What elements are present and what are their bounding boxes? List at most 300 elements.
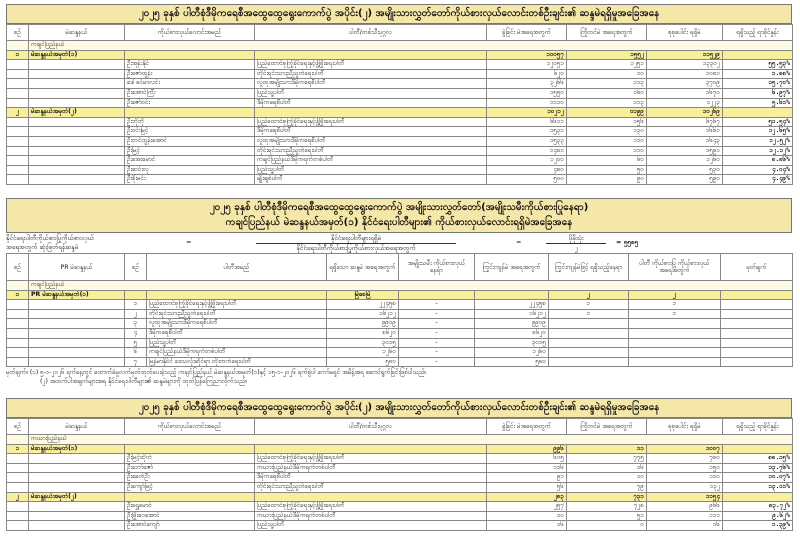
formula-left — [6, 234, 94, 252]
constituency-advance-votes: ၁၅၅၂ — [567, 50, 647, 60]
candidate-rows-1 — [7, 60, 793, 108]
section-2-table — [6, 253, 793, 367]
vote-percent: ၉.၆၂% — [723, 511, 793, 521]
advance-votes: ၇၇၅ — [567, 454, 647, 464]
pr-total: မြဲစေမြဲ — [327, 290, 399, 300]
advance-votes: ၉၀ — [567, 175, 647, 185]
party-reps — [629, 338, 721, 348]
formula-result: = ၅၅၈၅ — [616, 238, 639, 246]
vote-percent: ၁၂.၅၂% — [723, 136, 793, 146]
constituency-row — [7, 50, 793, 60]
votes: ၂၅၇ — [487, 502, 567, 512]
party-reps — [629, 319, 721, 329]
empty-cell — [7, 521, 29, 531]
total-votes: ၁၁၁ — [647, 511, 723, 521]
constituency-no: ၁ — [7, 50, 29, 60]
vote-percent: ၁၅.၇၀% — [723, 79, 793, 89]
women-seat: - — [399, 309, 475, 319]
seat-quota-formula — [6, 233, 792, 253]
section-2-title-line-1: ၂၀၂၅ ခုနှစ် ပါတီစုံဒီမိုကရေစီအထွေထွေရွေးကောက်ပွဲ အမျိုးသားလွှတ်တော်(အမျိုးသမီးကိုယ်စားပြုနေရာ) — [209, 202, 589, 213]
party-votes: ၈၆၂၀ — [327, 328, 399, 338]
remainder-seats — [549, 357, 629, 367]
empty-cell — [7, 357, 29, 367]
pr-name: PR မဲဆန္ဒနယ်အမှတ်(၁) — [29, 290, 125, 300]
votes: ၁၀ — [487, 511, 567, 521]
formula-left-line: နိုင်ငံရေးပါတီကိုယ်စားပြုကိုယ်စားလှယ် — [6, 234, 94, 242]
party-reps: ၁ — [629, 300, 721, 310]
party-votes: ၅၈၀ — [327, 357, 399, 367]
vote-percent: ၁၂.၁၂% — [723, 146, 793, 156]
party-votes: ၁၂၆၀ — [327, 348, 399, 358]
advance-votes: ၁၆ — [567, 463, 647, 473]
party-votes: ၂၂၄၅၈ — [327, 300, 399, 310]
empty-cell — [7, 473, 29, 483]
empty-cell — [29, 502, 125, 512]
party-row — [7, 300, 793, 310]
votes: ၆၁၅ — [487, 454, 567, 464]
empty-cell — [29, 146, 125, 156]
col-header: ရရှိသည့် ရာခိုင်နှုန်း — [723, 419, 793, 435]
vote-percent: ၁၃.၁၁% — [723, 482, 793, 492]
empty-cell — [7, 165, 29, 175]
candidate-row — [7, 79, 793, 89]
empty-cell — [721, 319, 793, 329]
empty-cell — [29, 117, 125, 127]
advance-votes: ၁၀ — [567, 473, 647, 483]
empty-cell — [29, 156, 125, 166]
candidate-name: ဦးကျော်မြင့် — [125, 482, 255, 492]
remainder-seats — [549, 348, 629, 358]
party-name: လူထုအမျိုးသားဒီမိုကရေစီပါတီ — [255, 136, 487, 146]
candidate-name: ဦးဇော်ထွန်း — [125, 69, 255, 79]
empty-cell — [29, 482, 125, 492]
party-name: ပြည်ထောင်စုကြံ့ခိုင်ရေးနှင့်ဖွံ့ဖြိုးရေးပါတီ — [255, 117, 487, 127]
empty-cell — [7, 175, 29, 185]
candidate-rows-2 — [7, 117, 793, 184]
candidate-row — [7, 502, 793, 512]
col-header: ကိုယ်စားလှယ်လောင်းအမည် — [125, 25, 255, 41]
empty-cell — [721, 328, 793, 338]
col-header: ခွဲခြင်း မဲအရေအတွက် — [487, 25, 567, 41]
constituency-total: ၁၀၂၆၉ — [647, 108, 723, 118]
party-row — [7, 348, 793, 358]
empty-cell — [7, 328, 29, 338]
total-votes: ၁၃၂ — [647, 482, 723, 492]
pr-reps: ၂ — [629, 290, 721, 300]
vote-percent: ၁.၃၉% — [723, 521, 793, 531]
empty-cell — [29, 98, 125, 108]
women-seat: - — [399, 348, 475, 358]
vote-percent: ၈၃.၇၂% — [723, 502, 793, 512]
section-1-header-row — [7, 25, 793, 41]
party-name: တိုင်းရင်းသားညီညွတ်ရေးပါတီ — [255, 146, 487, 156]
formula-left-line: အရေအတွက် ဆုံးဖြတ်ရန်ဆန္ဒမဲ — [6, 243, 79, 251]
candidate-name: ဦးအေးမောင် — [125, 156, 255, 166]
col-header: ပါတီ/တစ်သီးပုဂ္ဂလ — [255, 419, 487, 435]
vote-percent: ၅၁.၅၄% — [723, 117, 793, 127]
votes: ၁၅၃၁ — [487, 127, 567, 137]
remainder-votes: ၅၈၀ — [475, 357, 549, 367]
col-header: ရရှိသော ဆန္ဒမဲ အရေအတွက် — [327, 254, 399, 281]
constituency-votes: ၉၉၆ — [487, 444, 567, 454]
col-header: ကိုယ်စားလှယ်လောင်းအမည် — [125, 419, 255, 435]
empty-cell — [29, 338, 125, 348]
candidate-name: ဦးအုန်းနိုင် — [125, 60, 255, 70]
empty-cell — [7, 454, 29, 464]
party-name: ပြည်သူ့ပါတီ — [255, 88, 487, 98]
advance-votes: ၁၆၀ — [567, 88, 647, 98]
col-header: ကြွင်းကျန်မဲဖြင့် ရရှိသည့်နေရာ — [549, 254, 629, 281]
col-header: မဲဆန္ဒနယ် — [29, 25, 125, 41]
candidate-name: ဦးမြင့် — [125, 146, 255, 156]
candidate-row — [7, 69, 793, 79]
party-reps — [629, 348, 721, 358]
constituency-advance-votes: ၀၁၉၉ — [567, 108, 647, 118]
empty-cell — [721, 309, 793, 319]
candidate-name: ဦးစိုးမင်း — [125, 175, 255, 185]
region-row — [7, 281, 793, 291]
empty-cell — [7, 348, 29, 358]
party-name: ကချင်ပြည်နယ်ဒီမိုကရက်တစ်ပါတီ — [147, 348, 327, 358]
women-seat: - — [399, 319, 475, 329]
empty-cell — [29, 79, 125, 89]
vote-percent: ၅.၆၁% — [723, 98, 793, 108]
empty-cell — [29, 136, 125, 146]
vote-percent: ၅၅.၅၃% — [723, 60, 793, 70]
pr-constituency-row — [7, 290, 793, 300]
advance-votes: ၁၃၀ — [567, 127, 647, 137]
advance-votes: ၅၀ — [567, 165, 647, 175]
advance-votes: ၁၂၅၁ — [567, 60, 647, 70]
candidate-row — [7, 175, 793, 185]
total-votes: ၁၆၆၁ — [647, 127, 723, 137]
advance-votes: ၅၁ — [567, 511, 647, 521]
women-seat: - — [399, 328, 475, 338]
advance-votes: ၁၅၆ — [567, 117, 647, 127]
empty-cell — [7, 69, 29, 79]
total-votes: ၁၂၆၀ — [647, 156, 723, 166]
region-row — [7, 435, 793, 445]
constituency-advance-votes: ၇၃၁ — [567, 492, 647, 502]
pr-results-section — [6, 198, 792, 388]
party-name: ပြည်ထောင်စုကြံ့ခိုင်ရေးနှင့်ဖွံ့ဖြိုးရေးပါတီ — [255, 60, 487, 70]
party-reps — [629, 328, 721, 338]
party-row — [7, 309, 793, 319]
col-header: စုစုပေါင်း ရရှိမဲ — [647, 419, 723, 435]
votes: ၁၆ — [487, 521, 567, 531]
formula-equals: = — [186, 238, 192, 246]
vote-percent: ၁.၈၈% — [723, 69, 793, 79]
col-header: PR မဲဆန္ဒနယ် — [29, 254, 125, 281]
constituency-name: မဲဆန္ဒနယ်အမှတ်(၁) — [29, 50, 125, 60]
col-header: ကြွင်းကျန်မဲ အရေအတွက် — [475, 254, 549, 281]
candidate-name: ဒေါ်ခင်မာလင်း — [125, 79, 255, 89]
col-header: ရရှိသည့် ရာခိုင်နှုန်း — [723, 25, 793, 41]
empty-cell — [7, 482, 29, 492]
row-no: ၂ — [125, 309, 147, 319]
candidate-row — [7, 136, 793, 146]
col-header: ကြိုတင်မဲ အရေအတွက် — [567, 419, 647, 435]
col-header: ပါတီအမည် — [147, 254, 327, 281]
empty-cell — [29, 88, 125, 98]
party-name: ဒီမိုကရေစီပါတီ — [147, 328, 327, 338]
vote-percent: ၈၈.၁၅% — [723, 454, 793, 464]
constituency-votes: ၁၀၀၅၇ — [487, 50, 567, 60]
empty-cell — [7, 117, 29, 127]
note-text-2: (၂) အထက်ပါအချက်များအရ နိုင်ငံရေးပါတီများ၏ ဆန္ဒမဲများကို ထုတ်ပြန်ကြေညာလိုက်သည်။ — [40, 377, 248, 385]
remainder-seats — [549, 338, 629, 348]
candidate-row — [7, 146, 793, 156]
party-votes: ၃၀၁၅ — [327, 338, 399, 348]
advance-votes: ၁၁၀ — [567, 136, 647, 146]
constituency-votes: ၂၈၃ — [487, 492, 567, 502]
party-votes: ၉၉၁၉ — [327, 319, 399, 329]
total-votes: ၇၈၀ — [647, 454, 723, 464]
vote-percent: ၁၃.၇၆% — [723, 463, 793, 473]
constituency-row — [7, 444, 793, 454]
section-3-header-row — [7, 419, 793, 435]
total-votes: ၁၀၈၁ — [647, 69, 723, 79]
vote-percent: ၆.၉၇% — [723, 88, 793, 98]
total-votes: ၉၆၆ — [647, 502, 723, 512]
note-line — [6, 369, 792, 378]
formula-ratio-label: ပိုမိုသုံး — [546, 234, 606, 244]
total-votes: ၁၂၂၃ — [647, 98, 723, 108]
votes: ၅၆ — [487, 482, 567, 492]
party-name: မြန်မာနိုင်ငံ ဒေသလုံးဆိုင်ရာ တိုးတက်ရေးပါတီ — [147, 357, 327, 367]
region-row — [7, 41, 793, 51]
section-3-title: ၂၀၂၅ ခုနှစ် ပါတီစုံဒီမိုကရေစီအထွေထွေရွေးကောက်ပွဲ အပိုင်း(၂) အမျိုးသားလွှတ်တော်ကိုယ်စားလှယ်လောင်းတစ်ဦးချင်း၏ ဆန္ဒမဲရရှိမှုအခြေအနေ — [6, 398, 792, 418]
advance-votes: ၁၀ — [567, 69, 647, 79]
col-header: စုစုပေါင်း ရရှိမဲ — [647, 25, 723, 41]
total-votes: ၃၇၀၉ — [647, 79, 723, 89]
votes: ၆၆၁၁ — [487, 117, 567, 127]
empty-cell — [29, 521, 125, 531]
vote-percent: ၄.၀၄% — [723, 165, 793, 175]
formula-equals: = — [516, 238, 522, 246]
advance-votes: ၀ — [567, 521, 647, 531]
col-header: မဲဆန္ဒနယ် — [29, 419, 125, 435]
empty-cell — [7, 88, 29, 98]
party-row — [7, 357, 793, 367]
votes: ၅၀၀ — [487, 175, 567, 185]
advance-votes: ၇၉ — [567, 482, 647, 492]
constituency-no: ၂ — [7, 492, 29, 502]
remainder-votes: ၃၀၁၅ — [475, 338, 549, 348]
party-name: ဒီမိုကရေစီပါတီ — [255, 127, 487, 137]
votes: ၃၂၆၆ — [487, 79, 567, 89]
party-row — [7, 328, 793, 338]
empty-cell — [7, 319, 29, 329]
empty-cell — [721, 338, 793, 348]
party-name: ကယားပြည်နယ်ဒီမိုကရက်တစ်ပါတီ — [255, 463, 487, 473]
party-name: လူထုအမျိုးသားဒီမိုကရေစီပါတီ — [147, 319, 327, 329]
empty-cell — [7, 146, 29, 156]
total-votes: ၁၆၄၃ — [647, 136, 723, 146]
formula-numerator: နိုင်ငံရေးပါတီများရရှိမဲ — [256, 234, 456, 244]
empty-cell — [7, 60, 29, 70]
empty-cell — [29, 357, 125, 367]
candidate-row — [7, 127, 793, 137]
women-seat: - — [399, 300, 475, 310]
total-votes: ၁၃၃၀၂ — [647, 60, 723, 70]
empty-cell — [29, 473, 125, 483]
empty-cell — [7, 136, 29, 146]
formula-ratio — [546, 234, 606, 253]
candidate-row — [7, 482, 793, 492]
advance-votes: ၁၁၀ — [567, 146, 647, 156]
remainder-seats: ၁ — [549, 309, 629, 319]
col-header: မှတ်ချက် — [721, 254, 793, 281]
votes: ၁၅၅၀ — [487, 88, 567, 98]
constituency-results-section-1 — [6, 4, 792, 185]
candidate-row — [7, 454, 793, 464]
constituency-row — [7, 108, 793, 118]
candidate-name: ဦးအောင်ကျော် — [125, 521, 255, 531]
empty-cell — [29, 60, 125, 70]
constituency-row — [7, 492, 793, 502]
party-name: ပြည်ထောင်စုကြံ့ခိုင်ရေးနှင့်ဖွံ့ဖြိုးရေးပါတီ — [147, 300, 327, 310]
empty-cell — [29, 69, 125, 79]
row-no: ၆ — [125, 348, 147, 358]
party-name: ပြည်သူ့ပါတီ — [147, 338, 327, 348]
remainder-votes: ၂၂၄၅၈ — [475, 300, 549, 310]
remainder-votes: ၉၉၁၉ — [475, 319, 549, 329]
col-header: စဉ် — [7, 419, 29, 435]
constituency-name: မဲဆန္ဒနယ်အမှတ်(၁) — [29, 444, 125, 454]
advance-votes: ၇၂၈ — [567, 502, 647, 512]
col-header: ပါတီ/တစ်သီးပုဂ္ဂလ — [255, 25, 487, 41]
votes: ၉၁ — [487, 473, 567, 483]
candidate-row — [7, 463, 793, 473]
party-reps — [629, 357, 721, 367]
vote-percent: ၁၂.၆၅% — [723, 127, 793, 137]
remainder-seats — [549, 319, 629, 329]
constituency-no: ၁ — [7, 444, 29, 454]
total-votes: ၁၅၀ — [647, 463, 723, 473]
total-votes: ၅၃၀ — [647, 165, 723, 175]
party-name: ကချင်ပြည်နယ်ဒီမိုကရက်တစ်ပါတီ — [255, 156, 487, 166]
total-votes: ၁၅၉၁ — [647, 146, 723, 156]
party-name: တိုင်းရင်းသားညီညွတ်ရေးပါတီ — [147, 309, 327, 319]
empty-cell — [7, 463, 29, 473]
remainder-votes: ၈၆၂၀ — [475, 328, 549, 338]
formula-denominator: နိုင်ငံရေးပါတီကိုယ်စားပြုကိုယ်စားလှယ်အရေအတွက် — [296, 244, 416, 252]
party-name: ကယားပြည်နယ်ဒီမိုကရက်တစ်ပါတီ — [255, 511, 487, 521]
empty-cell — [7, 127, 29, 137]
empty-cell — [29, 454, 125, 464]
votes: ၄၈၀ — [487, 165, 567, 175]
empty-cell — [7, 79, 29, 89]
vote-percent: ၁၀.၀၇% — [723, 473, 793, 483]
section-2-title — [6, 198, 792, 233]
empty-cell — [29, 511, 125, 521]
candidate-name: ဦးခေတ်ဦး — [125, 473, 255, 483]
section-1-title: ၂၀၂၅ ခုနှစ် ပါတီစုံဒီမိုကရေစီအထွေထွေရွေးကောက်ပွဲ အပိုင်း(၂) အမျိုးသားလွှတ်တော်ကိုယ်စားလှယ်လောင်းတစ်ဦးချင်း၏ ဆန္ဒမဲရရှိမှုအခြေအနေ — [6, 4, 792, 24]
candidate-name: ဦးဆင်းလှ — [125, 165, 255, 175]
party-name: ဒီမိုကရေစီပါတီ — [255, 98, 487, 108]
pr-seats: ၂ — [549, 290, 629, 300]
candidate-row — [7, 98, 793, 108]
region-name: ကချင်ပြည်နယ် — [29, 41, 793, 51]
empty-cell — [29, 300, 125, 310]
empty-cell — [29, 165, 125, 175]
candidate-row — [7, 473, 793, 483]
empty-cell — [7, 98, 29, 108]
candidate-rows-4 — [7, 502, 793, 531]
region-name: ကယားပြည်နယ် — [29, 435, 793, 445]
empty-cell — [7, 156, 29, 166]
notes — [6, 367, 792, 388]
total-votes: ၁၆၇၀ — [647, 88, 723, 98]
row-no: ၇ — [125, 357, 147, 367]
empty-cell — [29, 463, 125, 473]
votes: ၁၁၆ — [487, 463, 567, 473]
candidate-rows-3 — [7, 454, 793, 492]
candidate-name: ဦးတင်ထွန်းအောင် — [125, 136, 255, 146]
party-name: တိုင်းရင်းသားညီညွတ်ရေးပါတီ — [255, 482, 487, 492]
empty-cell — [7, 511, 29, 521]
row-no: ၃ — [125, 319, 147, 329]
party-row — [7, 338, 793, 348]
section-3-table — [6, 418, 793, 531]
row-no: ၄ — [125, 328, 147, 338]
empty-cell — [29, 175, 125, 185]
constituency-total: ၁၀၀၇ — [647, 444, 723, 454]
votes: ၁၂၀၀ — [487, 156, 567, 166]
region-name: ကချင်ပြည်နယ် — [29, 281, 793, 291]
candidate-row — [7, 88, 793, 98]
party-name: ပြည်သူ့ပါတီ — [255, 165, 487, 175]
candidate-name: ဦးမြင့်ထိုက် — [125, 454, 255, 464]
party-name: ပြည်ထောင်စုကြံ့ခိုင်ရေးနှင့်ဖွံ့ဖြိုးရေးပါတီ — [255, 502, 487, 512]
candidate-name: ဦးဝင်းမြင့် — [125, 127, 255, 137]
section-1-table — [6, 24, 793, 185]
col-header: စဉ် — [7, 25, 29, 41]
candidate-row — [7, 511, 793, 521]
formula-ratio-value: ၂ — [574, 244, 578, 252]
section-2-header-row — [7, 254, 793, 281]
party-row — [7, 319, 793, 329]
col-header: ခွဲခြင်း မဲအရေအတွက် — [487, 419, 567, 435]
party-name: မျိုးချစ်ပါတီ — [255, 175, 487, 185]
constituency-total: ၁၁၅၄ — [647, 492, 723, 502]
candidate-row — [7, 60, 793, 70]
col-header: ကြိုတင်မဲ အရေအတွက် — [567, 25, 647, 41]
total-votes: ၁၆ — [647, 521, 723, 531]
advance-votes: ၁၁၃ — [567, 98, 647, 108]
votes: ၆၂၀ — [487, 69, 567, 79]
empty-cell — [29, 127, 125, 137]
party-name: ပြည်သူ့ပါတီ — [255, 521, 487, 531]
candidate-name: ဦးဘိုဘို — [125, 117, 255, 127]
constituency-total: ၁၁၅၂၉ — [647, 50, 723, 60]
party-reps: ၁ — [629, 309, 721, 319]
note-text-1: (၁) ၅-၁-၂၀၂၆ ရက်နေ့တွင် ထောက်ခံမှုလက်မှတ်ထုတ်ပေးခဲ့သည့် ကချင်ပြည်နယ် မဲဆန္ဒနယ်အမှတ်(၁)နှင့် ၁၅-၁-၂၀၂၆ ရက်စွဲပါ ကော်မရှင် အမိန့်အရ ဆောင်ရွက်ခြင်းဖြစ်ပါသည်။ — [29, 369, 427, 377]
total-votes: ၆၇၆၇ — [647, 117, 723, 127]
constituency-advance-votes: ၁၁ — [567, 444, 647, 454]
remainder-seats — [549, 328, 629, 338]
empty-cell — [29, 328, 125, 338]
empty-cell — [721, 300, 793, 310]
votes: ၁၅၃၃ — [487, 136, 567, 146]
advance-votes: ၁၁၃ — [567, 79, 647, 89]
constituency-name: မဲဆန္ဒနယ်အမှတ်(၂) — [29, 492, 125, 502]
party-name: ပြည်ထောင်စုကြံ့ခိုင်ရေးနှင့်ဖွံ့ဖြိုးရေးပါတီ — [255, 454, 487, 464]
total-votes: ၅၉၀ — [647, 175, 723, 185]
empty-cell — [29, 309, 125, 319]
votes: ၁၁၁၀ — [487, 98, 567, 108]
